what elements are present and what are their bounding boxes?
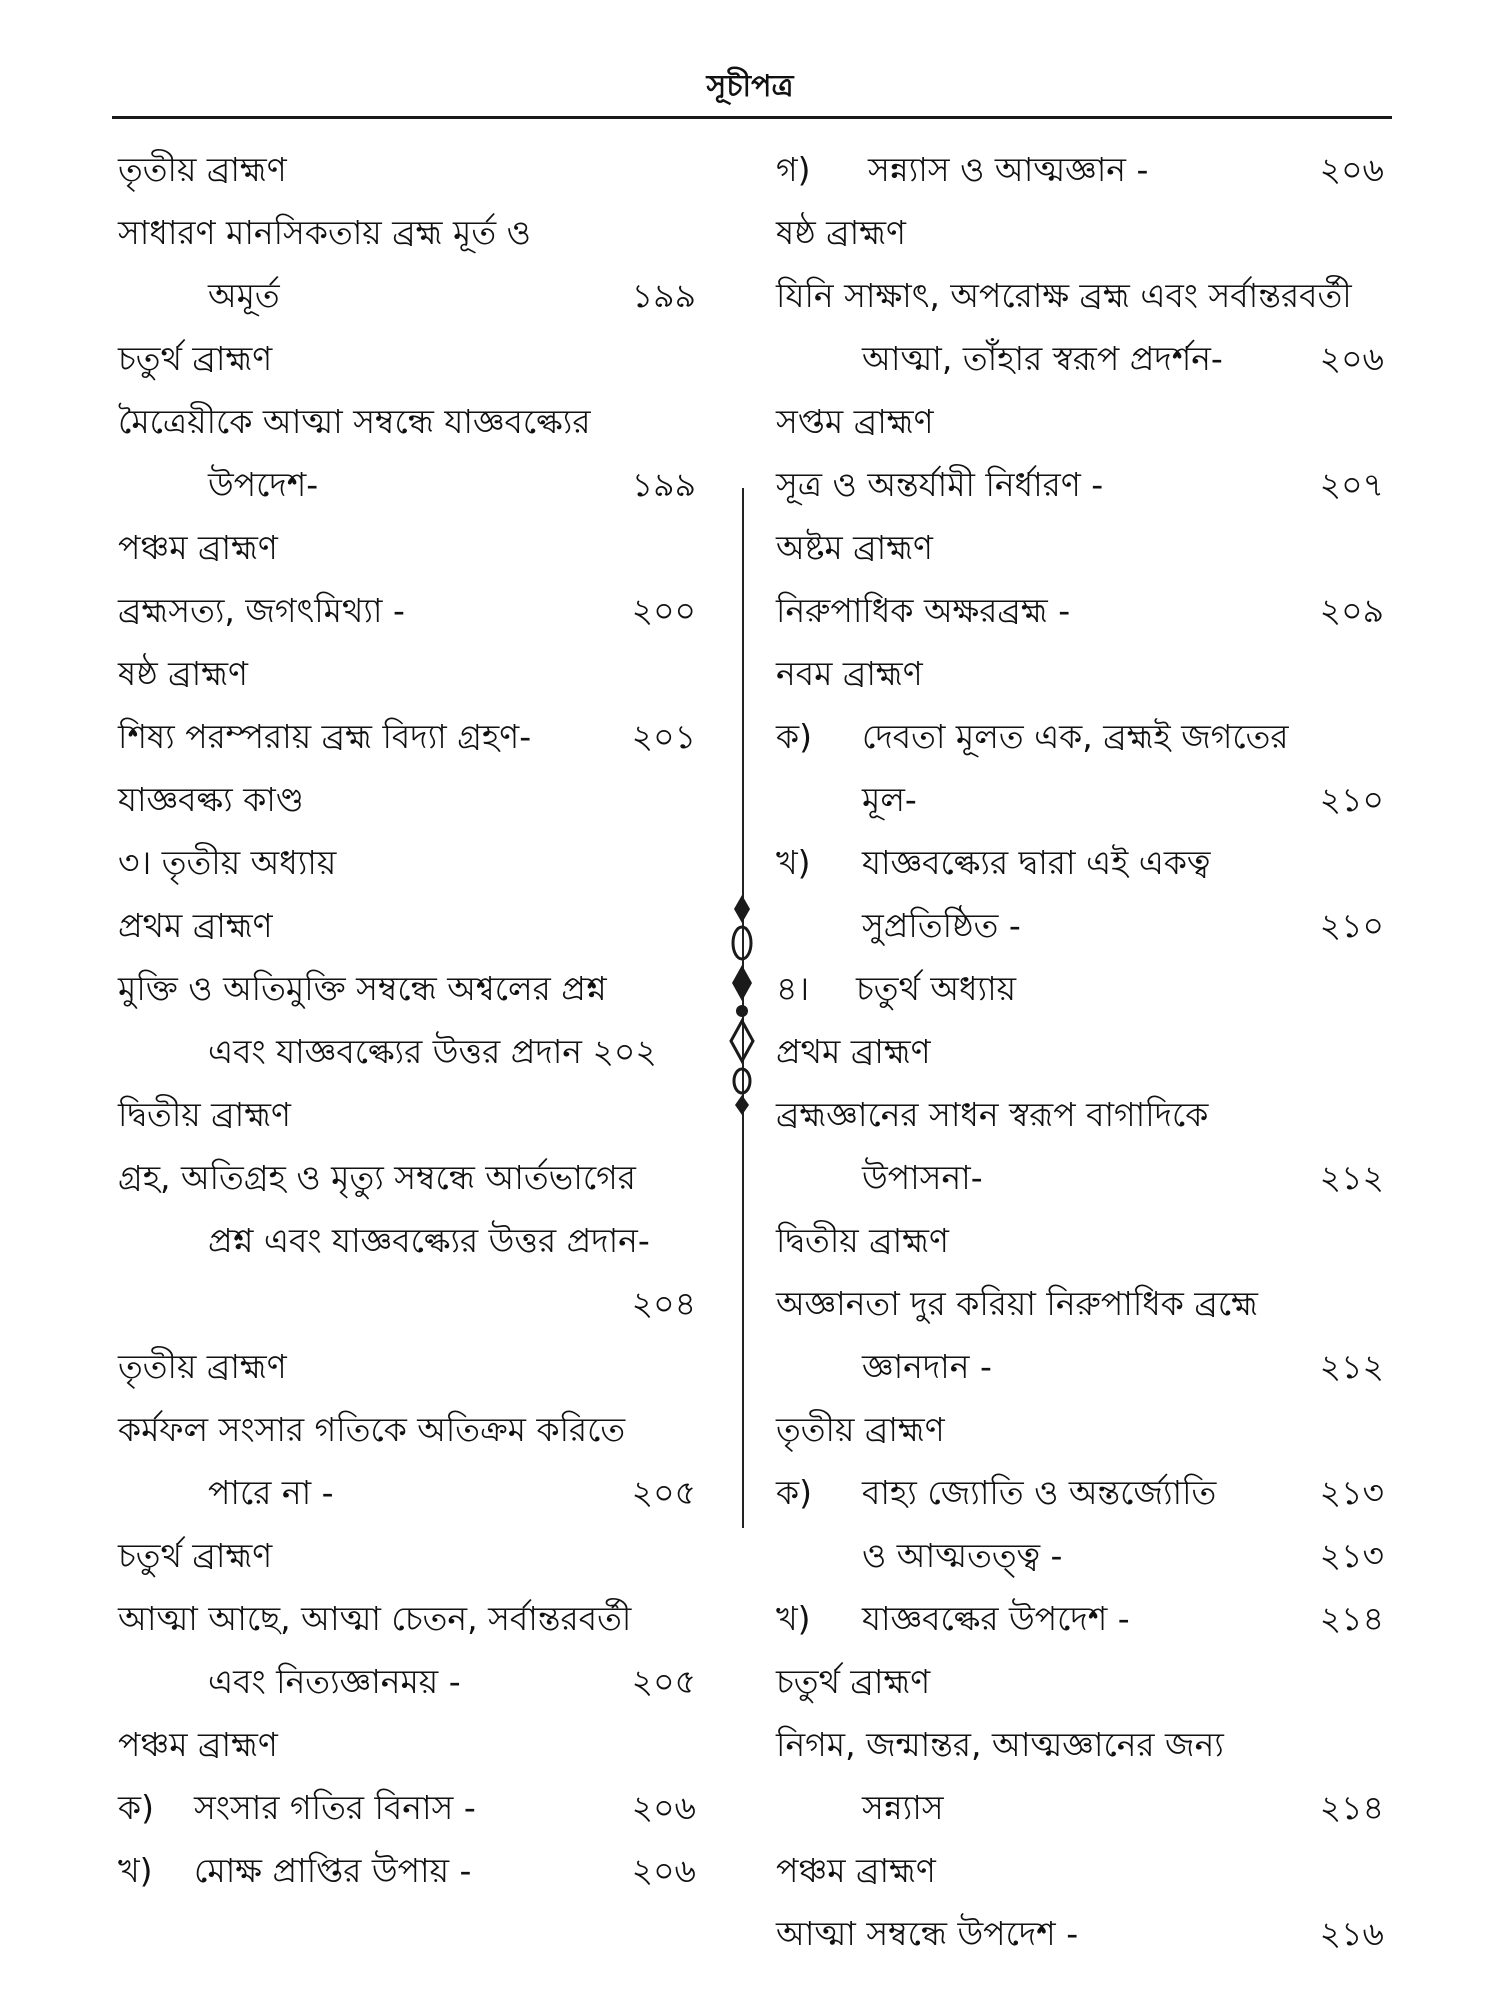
toc-entry (118, 453, 708, 516)
toc-entry-marker: ক) (776, 717, 812, 756)
toc-entry-title: এবং নিত্যজ্ঞানময় - (208, 1662, 461, 1701)
toc-entry-page-number: ১৯৯ (631, 465, 696, 504)
toc-entry (776, 1587, 1396, 1650)
toc-entry-title: মোক্ষ প্রাপ্তির উপায় - (194, 1851, 472, 1890)
toc-entry-title: সুপ্রতিষ্ঠিত - (862, 906, 1021, 945)
toc-entry-title: প্রথম ব্রাহ্মণ (118, 906, 273, 945)
toc-entry-title: দ্বিতীয় ব্রাহ্মণ (776, 1221, 950, 1260)
toc-entry (776, 957, 1396, 1020)
toc-entry-title: মুক্তি ও অতিমুক্তি সম্বন্ধে অশ্বলের প্রশ্ন (118, 969, 607, 1008)
toc-entry (118, 327, 708, 390)
header-rule (112, 116, 1392, 119)
toc-entry (776, 1839, 1396, 1902)
toc-entry-title: ৩। তৃতীয় অধ্যায় (118, 843, 337, 882)
toc-entry (118, 1587, 708, 1650)
toc-entry (118, 831, 708, 894)
toc-entry (776, 1650, 1396, 1713)
toc-entry-title: তৃতীয় ব্রাহ্মণ (776, 1410, 945, 1449)
toc-entry-title: যাজ্ঞবল্ক্যের দ্বারা এই একত্ব (862, 843, 1211, 882)
toc-entry (118, 642, 708, 705)
toc-entry-title: অষ্টম ব্রাহ্মণ (776, 528, 933, 567)
toc-entry (118, 201, 708, 264)
toc-entry-title: পঞ্চম ব্রাহ্মণ (118, 1725, 278, 1764)
toc-entry-title: অজ্ঞানতা দুর করিয়া নিরুপাধিক ব্রহ্মে (776, 1284, 1258, 1323)
toc-entry-title: দেবতা মূলত এক, ব্রহ্মই জগতের (862, 717, 1289, 756)
toc-entry (118, 138, 708, 201)
toc-entry-marker: ৪। (776, 969, 810, 1008)
toc-entry (776, 1461, 1396, 1524)
toc-entry (118, 1776, 708, 1839)
toc-entry (776, 138, 1396, 201)
toc-entry (118, 516, 708, 579)
toc-entry (776, 768, 1396, 831)
toc-entry (776, 1776, 1396, 1839)
toc-entry-title: মূল- (862, 780, 917, 819)
toc-entry-marker: ক) (776, 1473, 812, 1512)
toc-entry-page-number: ১৯৯ (631, 276, 696, 315)
toc-entry-title: চতুর্থ ব্রাহ্মণ (118, 1536, 273, 1575)
toc-entry-title: সংসার গতির বিনাস - (194, 1788, 476, 1827)
toc-entry-title: সূত্র ও অন্তর্যামী নির্ধারণ - (776, 465, 1104, 504)
toc-entry-page-number: ২০৬ (631, 1788, 696, 1827)
toc-entry-page-number: ২০০ (631, 591, 696, 630)
toc-entry-page-number: ২১০ (1319, 780, 1384, 819)
toc-entry-title: ব্রহ্মজ্ঞানের সাধন স্বরূপ বাগাদিকে (776, 1095, 1209, 1134)
toc-entry (776, 894, 1396, 957)
toc-entry-page-number: ২০৭ (1319, 465, 1384, 504)
toc-entry-title: দ্বিতীয় ব্রাহ্মণ (118, 1095, 292, 1134)
toc-entry-title: উপদেশ- (208, 465, 319, 504)
toc-entry (118, 894, 708, 957)
toc-entry-title: আত্মা, তাঁহার স্বরূপ প্রদর্শন- (862, 339, 1223, 378)
toc-entry-marker: ক) (118, 1788, 154, 1827)
toc-entry-marker: খ) (776, 1599, 811, 1638)
toc-entry-page-number: ২১৩ (1319, 1473, 1384, 1512)
toc-entry (776, 1020, 1396, 1083)
toc-left-column (118, 138, 708, 1902)
toc-entry-title: সাধারণ মানসিকতায় ব্রহ্ম মূর্ত ও (118, 213, 531, 252)
toc-entry-marker: খ) (776, 843, 811, 882)
toc-entry-title: তৃতীয় ব্রাহ্মণ (118, 150, 287, 189)
toc-entry (776, 1335, 1396, 1398)
toc-entry-page-number: ২০৬ (1319, 150, 1384, 189)
toc-entry (118, 1146, 708, 1209)
toc-entry-title: প্রশ্ন এবং যাজ্ঞবল্ক্যের উত্তর প্রদান- (208, 1221, 650, 1260)
toc-entry-title: চতুর্থ অধ্যায় (856, 969, 1017, 1008)
toc-entry-title: উপাসনা- (862, 1158, 983, 1197)
toc-entry-title: অমূর্ত (208, 276, 280, 315)
toc-entry-title: যাজ্ঞবল্কের উপদেশ - (862, 1599, 1130, 1638)
toc-entry-title: জ্ঞানদান - (862, 1347, 992, 1386)
toc-entry-page-number: ২০৬ (631, 1851, 696, 1890)
toc-entry (776, 1902, 1396, 1965)
toc-entry-title: নবম ব্রাহ্মণ (776, 654, 923, 693)
toc-entry-title: কর্মফল সংসার গতিকে অতিক্রম করিতে (118, 1410, 626, 1449)
toc-entry (776, 1713, 1396, 1776)
toc-entry (776, 264, 1396, 327)
toc-entry-title: চতুর্থ ব্রাহ্মণ (118, 339, 273, 378)
toc-entry (118, 705, 708, 768)
toc-entry-title: যাজ্ঞবল্ক্য কাণ্ড (118, 780, 304, 819)
toc-entry-title: চতুর্থ ব্রাহ্মণ (776, 1662, 931, 1701)
toc-entry-title: পঞ্চম ব্রাহ্মণ (776, 1851, 936, 1890)
toc-entry (776, 579, 1396, 642)
toc-right-column (776, 138, 1396, 1965)
toc-entry (776, 705, 1396, 768)
toc-entry-page-number: ২১২ (1319, 1158, 1384, 1197)
toc-entry-marker: খ) (118, 1851, 153, 1890)
toc-entry (776, 1209, 1396, 1272)
toc-entry-title: আত্মা আছে, আত্মা চেতন, সর্বান্তরবর্তী (118, 1599, 632, 1638)
toc-entry-title: ষষ্ঠ ব্রাহ্মণ (776, 213, 907, 252)
toc-entry-title: বাহ্য জ্যোতি ও অন্তর্জ্যোতি (862, 1473, 1217, 1512)
toc-entry (118, 1524, 708, 1587)
toc-entry-title: আত্মা সম্বন্ধে উপদেশ - (776, 1914, 1079, 1953)
toc-entry (776, 642, 1396, 705)
toc-entry (118, 1020, 708, 1083)
toc-entry-page-number: ২০৫ (631, 1662, 696, 1701)
toc-entry (776, 1524, 1396, 1587)
toc-entry-marker: গ) (776, 150, 811, 189)
toc-entry-title: পারে না - (208, 1473, 334, 1512)
toc-entry (776, 327, 1396, 390)
toc-entry (118, 1461, 708, 1524)
toc-entry-page-number: ২০১ (631, 717, 696, 756)
toc-entry (776, 1398, 1396, 1461)
toc-entry (776, 516, 1396, 579)
toc-entry (118, 957, 708, 1020)
toc-entry (118, 1713, 708, 1776)
toc-entry-page-number: ২০৪ (631, 1284, 696, 1323)
toc-entry-title: সন্ন্যাস ও আত্মজ্ঞান - (868, 150, 1149, 189)
toc-entry-title: যিনি সাক্ষাৎ, অপরোক্ষ ব্রহ্ম এবং সর্বান্তরবর্তী (776, 276, 1352, 315)
toc-entry (776, 831, 1396, 894)
toc-entry (118, 1650, 708, 1713)
toc-entry-title: এবং যাজ্ঞবল্ক্যের উত্তর প্রদান ২০২ (208, 1032, 657, 1071)
toc-entry (118, 1209, 708, 1272)
toc-entry (118, 264, 708, 327)
toc-entry (118, 1335, 708, 1398)
toc-entry (118, 1839, 708, 1902)
toc-entry-page-number: ২০৯ (1319, 591, 1384, 630)
toc-entry-page-number: ২১২ (1319, 1347, 1384, 1386)
toc-entry-title: ষষ্ঠ ব্রাহ্মণ (118, 654, 249, 693)
toc-entry-page-number: ২১০ (1319, 906, 1384, 945)
toc-entry-title: সন্ন্যাস (862, 1788, 944, 1827)
page-title: সূচীপত্র (706, 69, 794, 104)
toc-entry-title: সপ্তম ব্রাহ্মণ (776, 402, 934, 441)
toc-entry-title: পঞ্চম ব্রাহ্মণ (118, 528, 278, 567)
toc-entry (118, 768, 708, 831)
toc-entry (118, 1398, 708, 1461)
toc-entry-page-number: ২১৪ (1319, 1788, 1384, 1827)
toc-entry (118, 579, 708, 642)
ornament-icon (726, 895, 758, 1115)
toc-entry-page-number: ২০৬ (1319, 339, 1384, 378)
toc-entry-title: তৃতীয় ব্রাহ্মণ (118, 1347, 287, 1386)
toc-entry-title: প্রথম ব্রাহ্মণ (776, 1032, 931, 1071)
toc-entry (118, 1083, 708, 1146)
toc-entry (118, 1272, 708, 1335)
toc-entry-title: ব্রহ্মসত্য, জগৎমিথ্যা - (118, 591, 405, 630)
toc-entry-title: ও আত্মতত্ত্ব - (862, 1536, 1063, 1575)
toc-entry-page-number: ২১৬ (1319, 1914, 1384, 1953)
toc-entry-title: নিরুপাধিক অক্ষরব্রহ্ম - (776, 591, 1071, 630)
toc-entry-page-number: ২১৪ (1319, 1599, 1384, 1638)
toc-entry (776, 1083, 1396, 1146)
toc-entry (776, 201, 1396, 264)
toc-entry-title: মৈত্রেয়ীকে আত্মা সম্বন্ধে যাজ্ঞবল্ক্যের (118, 402, 591, 441)
toc-entry-title: নিগম, জন্মান্তর, আত্মজ্ঞানের জন্য (776, 1725, 1224, 1764)
toc-entry (776, 390, 1396, 453)
toc-entry-page-number: ২০৫ (631, 1473, 696, 1512)
toc-entry-title: গ্রহ, অতিগ্রহ ও মৃত্যু সম্বন্ধে আর্তভাগের (118, 1158, 636, 1197)
toc-entry (776, 1272, 1396, 1335)
toc-entry-page-number: ২১৩ (1319, 1536, 1384, 1575)
toc-entry (776, 1146, 1396, 1209)
toc-entry-title: শিষ্য পরম্পরায় ব্রহ্ম বিদ্যা গ্রহণ- (118, 717, 532, 756)
toc-entry (776, 453, 1396, 516)
toc-entry (118, 390, 708, 453)
